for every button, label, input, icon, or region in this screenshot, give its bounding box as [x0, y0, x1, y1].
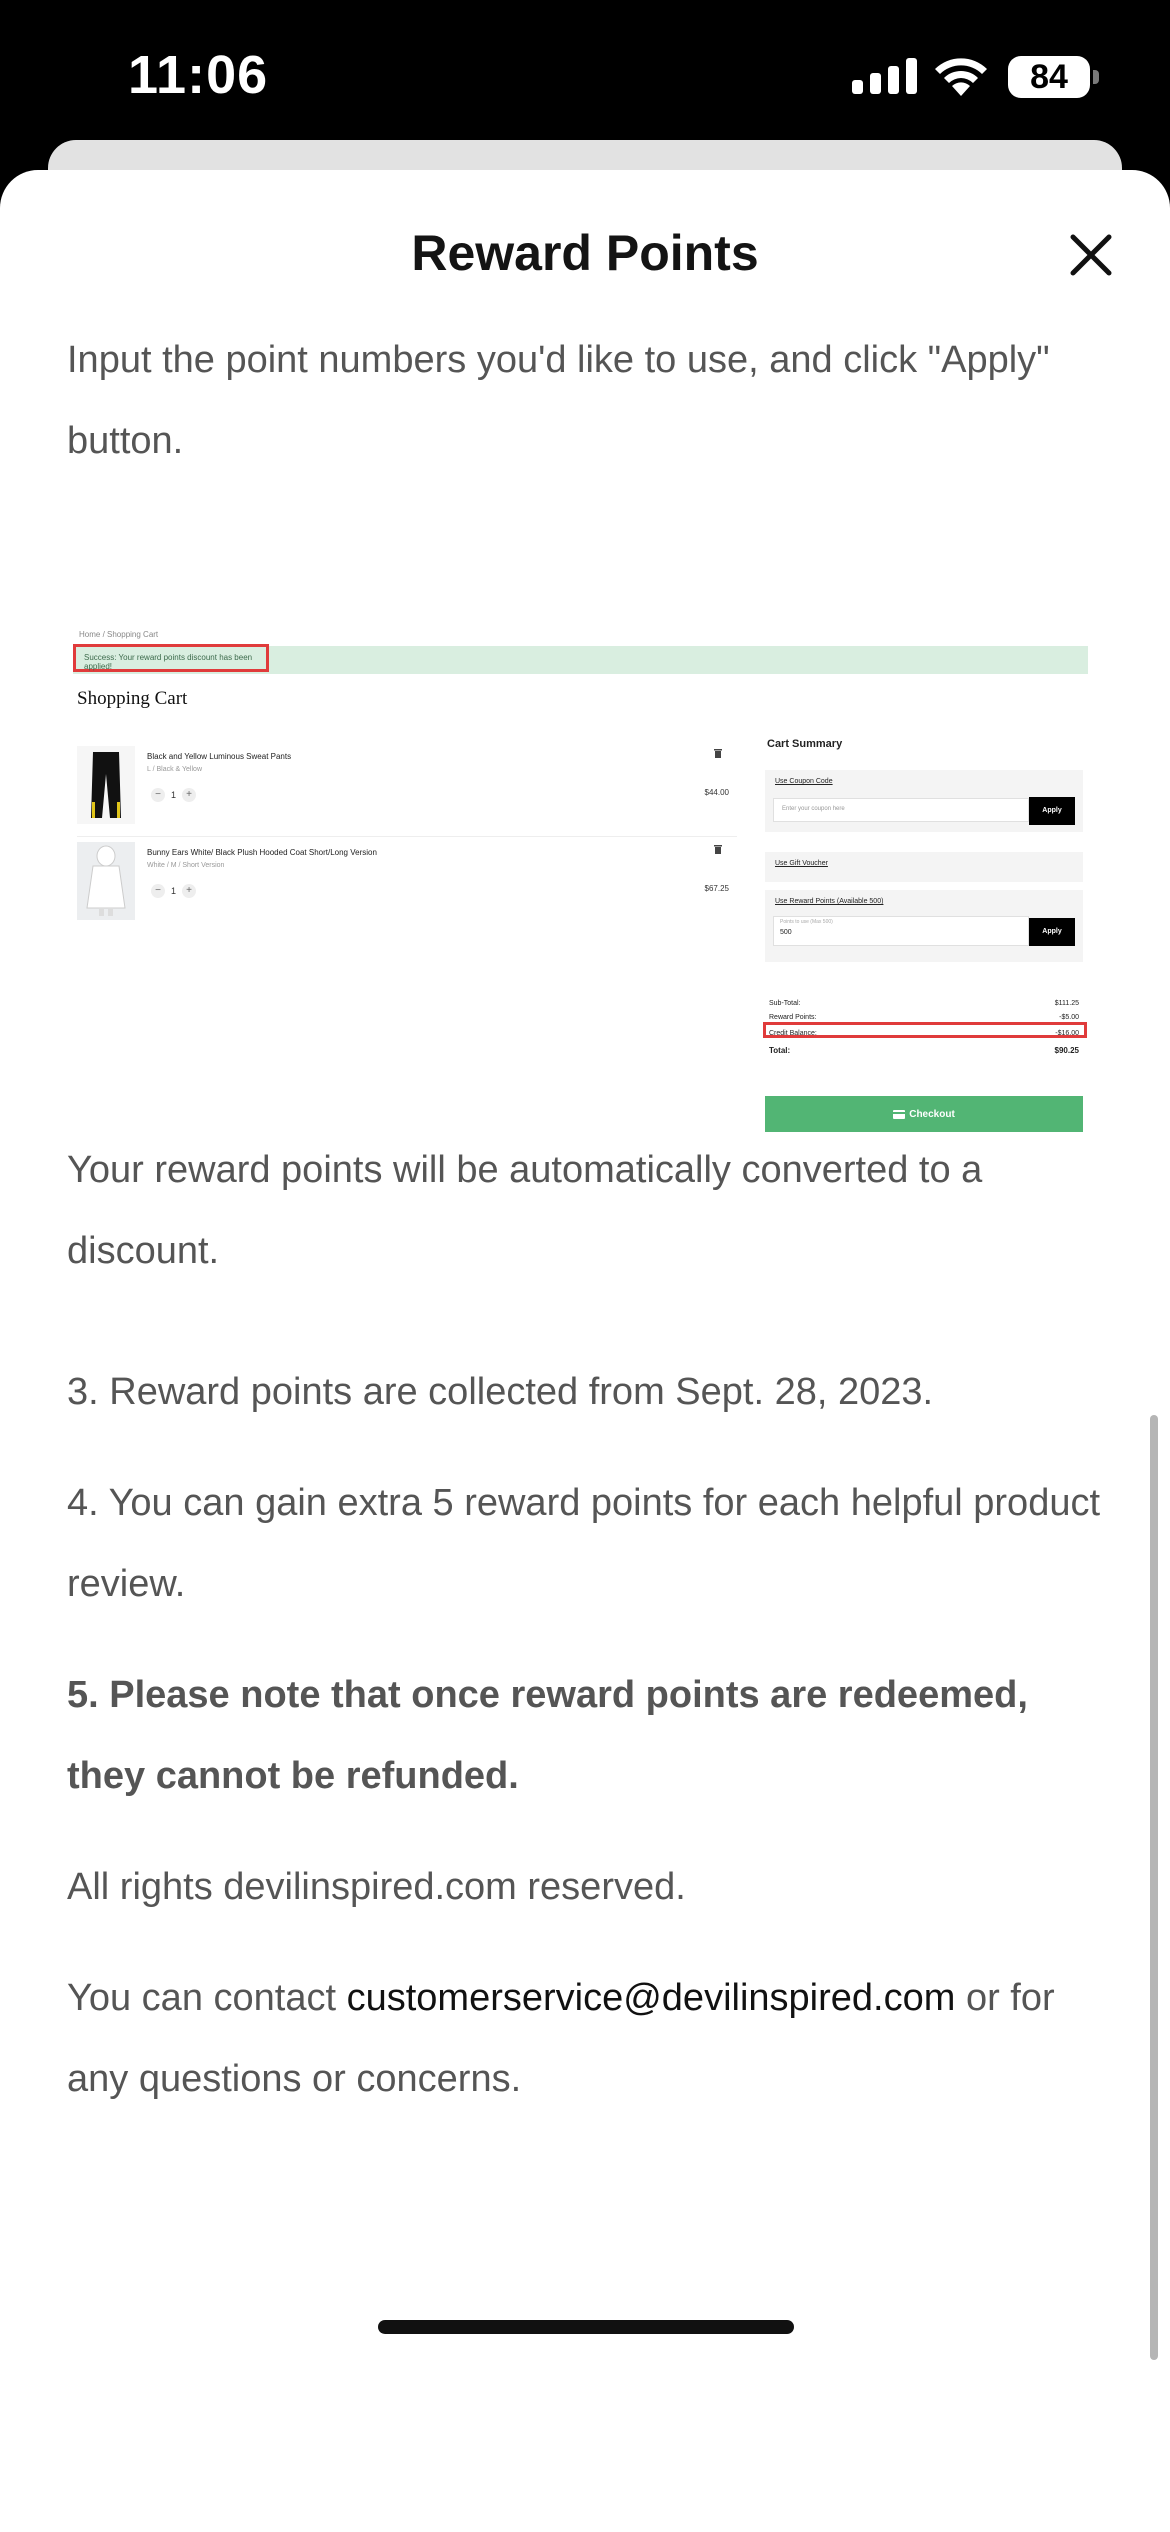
reward-highlight-box: [763, 1022, 1087, 1038]
coupon-input: Enter your coupon here: [773, 798, 1029, 822]
reward-points-sheet: [0, 170, 1170, 2532]
close-icon[interactable]: [1064, 228, 1118, 282]
subtotal-row: [765, 1000, 1083, 1007]
success-message: Success: Your reward points discount has been applied!: [73, 644, 269, 672]
quantity-stepper: [151, 788, 196, 802]
item-name: Black and Yellow Luminous Sweat Pants: [147, 752, 292, 761]
reward-row: [765, 1014, 1083, 1021]
scrollbar[interactable]: [1150, 1415, 1158, 2360]
cellular-signal-icon: [852, 58, 917, 94]
cart-item: [77, 842, 737, 924]
cart-example-image: [67, 620, 1100, 1128]
item-qty: 1: [171, 790, 177, 800]
item-variant: White / M / Short Version: [147, 862, 225, 869]
contact-email-link[interactable]: customerservice@devilinspired.com: [346, 1977, 956, 2019]
item-variant: L / Black & Yellow: [147, 766, 202, 773]
quantity-stepper: [151, 884, 196, 898]
item-price: $44.00: [704, 788, 729, 797]
card-icon: [893, 1110, 905, 1119]
minus-icon: −: [151, 788, 165, 802]
item-price: $67.25: [704, 884, 729, 893]
rights-text: All rights devilinspired.com reserved.: [67, 1866, 686, 1908]
auto-convert-text: Your reward points will be automatically converted to a discount.: [67, 1149, 983, 1272]
reward-panel: [765, 890, 1083, 962]
credit-label: Credit Balance:: [769, 1030, 817, 1037]
rule-3-text: 3. Reward points are collected from Sept. 28, 2023.: [67, 1371, 934, 1413]
rule-5-text: 5. Please note that once reward points are redeemed, they cannot be refunded.: [67, 1674, 1028, 1797]
reward-apply-button: Apply: [1029, 918, 1075, 946]
reward-label: Reward Points:: [769, 1014, 817, 1021]
divider: [77, 836, 737, 837]
cart-summary-title: Cart Summary: [767, 738, 843, 750]
home-indicator[interactable]: [378, 2320, 794, 2334]
coupon-apply-button: Apply: [1029, 797, 1075, 825]
status-time: 11:06: [128, 45, 269, 105]
wifi-icon: [932, 54, 990, 98]
reward-points-input: [773, 916, 1029, 946]
total-label: Total:: [769, 1046, 791, 1055]
minus-icon: −: [151, 884, 165, 898]
contact-prefix: You can contact: [67, 1977, 337, 2019]
reward-input-value: 500: [780, 929, 792, 936]
pants-product-image: [77, 746, 135, 824]
coat-product-image: [77, 842, 135, 920]
checkout-button: [765, 1096, 1083, 1132]
cart-title: Shopping Cart: [77, 688, 188, 709]
rule-4-text: 4. You can gain extra 5 reward points for each helpful product review.: [67, 1482, 1101, 1605]
item-qty: 1: [171, 886, 177, 896]
trash-icon: [713, 844, 723, 854]
coupon-panel: [765, 770, 1083, 832]
plus-icon: +: [182, 788, 196, 802]
intro-text: Input the point numbers you'd like to use, and click "Apply" button.: [67, 339, 1050, 462]
contact-suffix: or for any questions or concerns.: [67, 1977, 1055, 2100]
breadcrumb: Home / Shopping Cart: [79, 630, 159, 639]
item-name: Bunny Ears White/ Black Plush Hooded Coat Short/Long Version: [147, 848, 377, 857]
status-bar: [0, 0, 1170, 150]
checkout-label: Checkout: [909, 1108, 955, 1120]
credit-value: -$16.00: [1055, 1030, 1079, 1037]
sheet-title: Reward Points: [411, 225, 759, 281]
voucher-panel: [765, 852, 1083, 882]
contact-text: [67, 1958, 1107, 2120]
trash-icon: [713, 748, 723, 758]
reward-value: -$5.00: [1059, 1014, 1079, 1021]
plus-icon: +: [182, 884, 196, 898]
subtotal-label: Sub-Total:: [769, 1000, 801, 1007]
reward-link: Use Reward Points (Available 500): [775, 898, 884, 905]
total-row: [765, 1046, 1083, 1055]
battery-icon: 84: [1008, 56, 1090, 98]
coupon-link: Use Coupon Code: [775, 778, 833, 785]
cart-item: [77, 746, 737, 828]
reward-input-label: Points to use (Max 500): [780, 919, 833, 925]
subtotal-value: $111.25: [1054, 1000, 1079, 1007]
voucher-link: Use Gift Voucher: [775, 860, 828, 867]
total-value: $90.25: [1054, 1046, 1079, 1055]
